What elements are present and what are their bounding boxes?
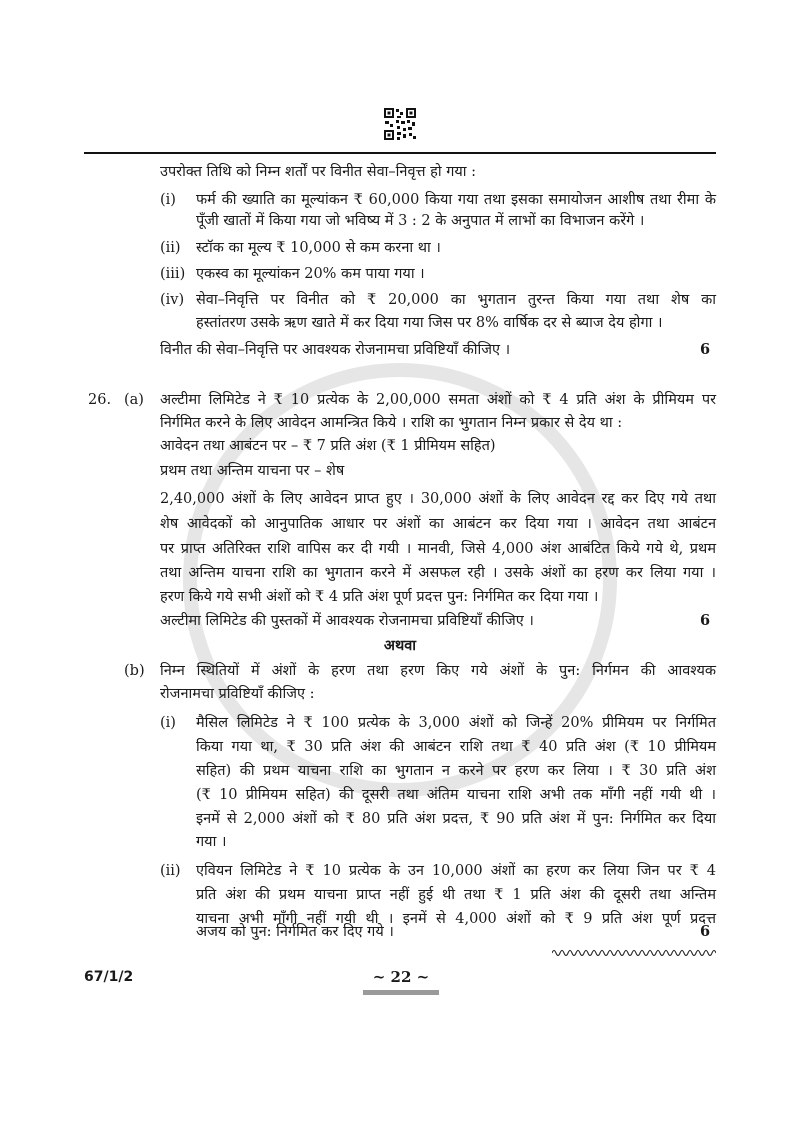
q26-b-marks: 6 <box>700 923 711 940</box>
q25-item-iv-line2: हस्तांतरण उसके ऋण खाते में कर दिया गया जिस पर 8% वार्षिक दर से ब्याज देय होगा । <box>196 315 663 331</box>
q26-b-item-ii-line1: एवियन लिमिटेड ने ₹ 10 प्रत्येक के उन 10,000 अंशों का हरण कर लिया जिन पर ₹ 4 <box>196 863 716 879</box>
q26-b-item-i-line6: गया । <box>196 834 227 850</box>
q26-b-item-ii-number: (ii) <box>160 863 181 879</box>
q26-b-item-ii-line3: याचना अभी माँगी नहीं गयी थी । इनमें से 4,000 अंशों को ₹ 9 प्रति अंश पूर्ण प्रदत्त <box>196 911 716 927</box>
q26-b-line2: रोजनामचा प्रविष्टियाँ कीजिए : <box>160 686 315 702</box>
q25-marks: 6 <box>700 341 711 358</box>
q26-b-item-i-line1: मैसिल लिमिटेड ने ₹ 100 प्रत्येक के 3,000 अंशों को जिन्हें 20% प्रीमियम पर निर्गमित <box>196 715 716 731</box>
q26-b-item-i-number: (i) <box>160 715 176 731</box>
q26-a-line8: तथा अन्तिम याचना राशि का भुगतान करने में असफल रही । उसके अंशों का हरण कर लिया गया । <box>160 565 716 581</box>
q26-a-line2: निर्गमित करने के लिए आवेदन आमन्त्रित किये । राशि का भुगतान निम्न प्रकार से देय था : <box>160 415 623 431</box>
q26-b-item-i-line2: किया गया था, ₹ 30 प्रति अंश की आबंटन राशि तथा ₹ 40 प्रति अंश (₹ 10 प्रीमियम <box>196 739 716 755</box>
paper-code: 67/1/2 <box>84 969 134 985</box>
q25-item-iii-number: (iii) <box>160 266 186 282</box>
q26-a-marks: 6 <box>700 612 711 629</box>
q26-b-item-i-line3: सहित) की प्रथम याचना राशि का भुगतान न करने पर हरण कर लिया । ₹ 30 प्रति अंश <box>196 763 716 779</box>
q26-b-label: (b) <box>124 663 145 679</box>
q26-b-item-ii-line4: अजय को पुन: निर्गमित कर दिए गये । <box>196 924 394 940</box>
q26-a-line6: शेष आवेदकों को आनुपातिक आधार पर अंशों का आबंटन कर दिया गया । आवेदन तथा आबंटन <box>160 516 716 532</box>
qr-code-icon <box>383 107 417 141</box>
q25-item-iv-line1: सेवा–निवृत्ति पर विनीत को ₹ 20,000 का भुगतान तुरन्त किया गया तथा शेष का <box>196 292 716 308</box>
q25-item-iii-line1: एकस्व का मूल्यांकन 20% कम पाया गया । <box>196 266 425 282</box>
q25-item-i-line2: पूँजी खातों में किया गया जो भविष्य में 3 : 2 के अनुपात में लाभों का विभाजन करेंगे । <box>196 213 645 229</box>
q26-a-line9: हरण किये गये सभी अंशों को ₹ 4 प्रति अंश पूर्ण प्रदत्त पुन: निर्गमित कर दिया गया । <box>160 589 599 605</box>
page-number-underline <box>363 990 439 995</box>
q25-item-i-line1: फर्म की ख्याति का मूल्यांकन ₹ 60,000 किया गया तथा इसका समायोजन आशीष तथा रीमा के <box>196 192 716 208</box>
q26-b-item-i-line5: इनमें से 2,000 अंशों को ₹ 80 प्रति अंश प्रदत्त, ₹ 90 प्रति अंश में पुन: निर्गमित कर दिया <box>196 811 716 827</box>
q26-a-line1: अल्टीमा लिमिटेड ने ₹ 10 प्रत्येक के 2,00,000 समता अंशों को ₹ 4 प्रति अंश के प्रीमियम पर <box>160 392 716 408</box>
or-separator: अथवा <box>383 637 417 654</box>
wavy-divider-icon <box>552 948 716 958</box>
q26-b-item-i-line4: (₹ 10 प्रीमियम सहित) की दूसरी तथा अंतिम याचना राशि अभी तक माँगी नहीं गयी थी । <box>196 787 716 803</box>
q25-item-iv-number: (iv) <box>160 292 185 308</box>
q25-item-i-number: (i) <box>160 192 176 208</box>
q26-a-line3: आवेदन तथा आबंटन पर – ₹ 7 प्रति अंश (₹ 1 प्रीमियम सहित) <box>160 438 496 454</box>
q26-a-line5: 2,40,000 अंशों के लिए आवेदन प्राप्त हुए । 30,000 अंशों के लिए आवेदन रद्द कर दिए गये तथा <box>160 491 716 507</box>
q26-b-item-ii-line2: प्रति अंश की प्रथम याचना प्राप्त नहीं हुई थी तथा ₹ 1 प्रति अंश की दूसरी तथा अन्तिम <box>196 887 716 903</box>
q26-b-line1: निम्न स्थितियों में अंशों के हरण तथा हरण किए गये अंशों के पुन: निर्गमन की आवश्यक <box>160 663 716 679</box>
page-number: ~ 22 ~ <box>372 968 430 986</box>
header-rule <box>84 152 716 154</box>
q26-a-label: (a) <box>124 392 144 408</box>
q26-a-line10: अल्टीमा लिमिटेड की पुस्तकों में आवश्यक रोजनामचा प्रविष्टियाँ कीजिए । <box>160 613 534 629</box>
q25-item-ii-number: (ii) <box>160 240 181 256</box>
intro-text: उपरोक्त तिथि को निम्न शर्तों पर विनीत सेवा–निवृत्त हो गया : <box>160 164 477 180</box>
q26-a-line4: प्रथम तथा अन्तिम याचना पर – शेष <box>160 463 345 479</box>
q25-item-ii-line1: स्टॉक का मूल्य ₹ 10,000 से कम करना था । <box>196 240 441 256</box>
q26-number: 26. <box>88 392 112 408</box>
q26-a-line7: पर प्राप्त अतिरिक्त राशि वापिस कर दी गयी । मानवी, जिसे 4,000 अंश आबंटित किये गये थे, प्रथम <box>160 541 716 557</box>
q25-instruction: विनीत की सेवा–निवृत्ति पर आवश्यक रोजनामचा प्रविष्टियाँ कीजिए । <box>160 342 511 358</box>
